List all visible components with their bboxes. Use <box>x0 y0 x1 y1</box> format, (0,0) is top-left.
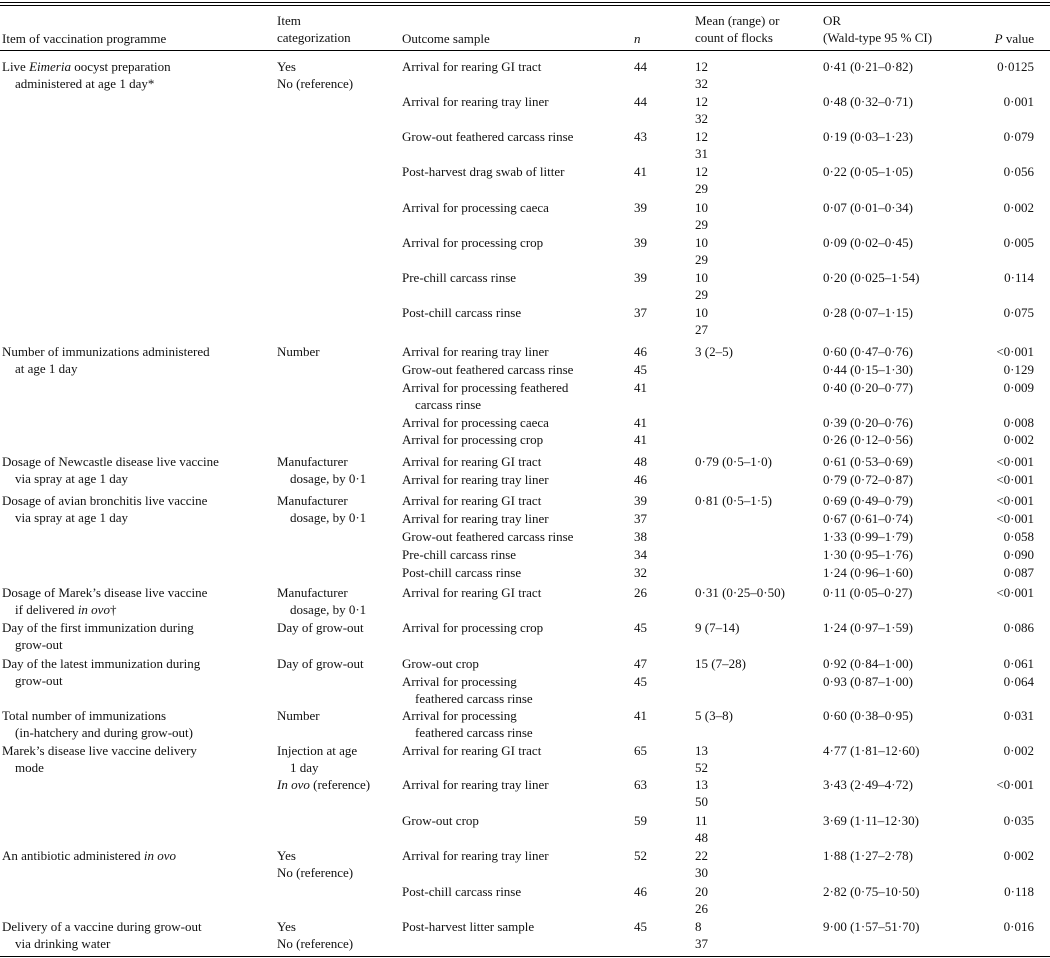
mean-cell: 10 27 <box>695 305 708 337</box>
or-cell: 4·77 (1·81–12·60) <box>823 743 920 758</box>
table-top-rule <box>0 2 1050 3</box>
p-value-cell: 0·009 <box>1003 380 1034 395</box>
header-mean: Mean (range) or count of flocks <box>695 13 780 45</box>
outcome-cell: Post-chill carcass rinse <box>402 305 522 320</box>
group-categorization: Yes No (reference) <box>277 848 354 880</box>
n-cell: 41 <box>634 708 647 723</box>
n-cell: 34 <box>634 547 647 562</box>
mean-cell: 0·81 (0·5–1·5) <box>695 493 772 508</box>
mean-cell: 0·79 (0·5–1·0) <box>695 454 772 469</box>
outcome-cell: Arrival for rearing GI tract <box>402 493 542 508</box>
header-item: Item of vaccination programme <box>2 31 167 46</box>
outcome-cell: Arrival for processing crop <box>402 235 544 250</box>
or-cell: 0·69 (0·49–0·79) <box>823 493 913 508</box>
group-item-label: Dosage of Marek’s disease live vaccine if delivered in ovo† <box>2 585 208 617</box>
or-cell: 0·93 (0·87–1·00) <box>823 674 913 689</box>
group-categorization: In ovo (reference) <box>277 777 371 792</box>
table-bottom-rule <box>0 956 1050 957</box>
n-cell: 37 <box>634 511 647 526</box>
outcome-cell: Pre-chill carcass rinse <box>402 270 517 285</box>
group-categorization: Number <box>277 708 320 723</box>
group-item-label: An antibiotic administered in ovo <box>2 848 177 863</box>
mean-cell: 12 31 <box>695 129 708 161</box>
outcome-cell: Arrival for rearing GI tract <box>402 585 542 600</box>
p-value-cell: <0·001 <box>996 344 1034 359</box>
p-value-cell: 0·114 <box>1004 270 1034 285</box>
group-item-label: Dosage of Newcastle disease live vaccine via spray at age 1 day <box>2 454 219 486</box>
p-value-cell: <0·001 <box>996 472 1034 487</box>
outcome-cell: Arrival for rearing GI tract <box>402 454 542 469</box>
n-cell: 41 <box>634 432 647 447</box>
outcome-cell: Grow-out feathered carcass rinse <box>402 529 574 544</box>
p-value-cell: 0·002 <box>1003 848 1034 863</box>
mean-cell: 8 37 <box>695 919 708 951</box>
mean-cell: 12 29 <box>695 164 708 196</box>
outcome-cell: Arrival for processing feathered carcass rinse <box>402 380 569 412</box>
n-cell: 65 <box>634 743 647 758</box>
group-item-label: Delivery of a vaccine during grow-out via drinking water <box>2 919 202 951</box>
outcome-cell: Arrival for rearing tray liner <box>402 344 549 359</box>
n-cell: 45 <box>634 919 647 934</box>
group-categorization: Number <box>277 344 320 359</box>
n-cell: 39 <box>634 270 647 285</box>
outcome-cell: Arrival for rearing tray liner <box>402 848 549 863</box>
n-cell: 44 <box>634 59 647 74</box>
n-cell: 32 <box>634 565 647 580</box>
group-categorization: Manufacturer dosage, by 0·1 <box>277 585 367 617</box>
or-cell: 0·11 (0·05–0·27) <box>823 585 913 600</box>
n-cell: 45 <box>634 362 647 377</box>
n-cell: 46 <box>634 884 647 899</box>
group-categorization: Day of grow-out <box>277 620 364 635</box>
n-cell: 52 <box>634 848 647 863</box>
header-p-value: P value <box>994 31 1034 46</box>
header-rule <box>0 50 1050 51</box>
group-item-label: Day of the latest immunization during grow-out <box>2 656 201 688</box>
p-value-cell: 0·058 <box>1003 529 1034 544</box>
mean-cell: 3 (2–5) <box>695 344 733 359</box>
outcome-cell: Arrival for rearing GI tract <box>402 743 542 758</box>
p-value-cell: 0·002 <box>1003 743 1034 758</box>
n-cell: 59 <box>634 813 647 828</box>
or-cell: 1·24 (0·96–1·60) <box>823 565 913 580</box>
or-cell: 0·60 (0·47–0·76) <box>823 344 913 359</box>
outcome-cell: Post-harvest litter sample <box>402 919 535 934</box>
p-value-cell: <0·001 <box>996 454 1034 469</box>
p-value-cell: 0·005 <box>1003 235 1034 250</box>
outcome-cell: Arrival for processing caeca <box>402 200 549 215</box>
outcome-cell: Grow-out feathered carcass rinse <box>402 362 574 377</box>
p-value-cell: 0·035 <box>1003 813 1034 828</box>
n-cell: 44 <box>634 94 647 109</box>
header-or: OR (Wald-type 95 % CI) <box>823 13 933 45</box>
outcome-cell: Arrival for rearing tray liner <box>402 472 549 487</box>
mean-cell: 20 26 <box>695 884 708 916</box>
mean-cell: 10 29 <box>695 200 708 232</box>
p-value-cell: 0·118 <box>1004 884 1034 899</box>
outcome-cell: Grow-out crop <box>402 656 479 671</box>
n-cell: 39 <box>634 493 647 508</box>
or-cell: 2·82 (0·75–10·50) <box>823 884 920 899</box>
or-cell: 3·43 (2·49–4·72) <box>823 777 913 792</box>
mean-cell: 22 30 <box>695 848 708 880</box>
header-n: n <box>634 31 641 46</box>
n-cell: 46 <box>634 344 647 359</box>
n-cell: 37 <box>634 305 647 320</box>
n-cell: 43 <box>634 129 647 144</box>
p-value-cell: 0·0125 <box>997 59 1034 74</box>
p-value-cell: 0·090 <box>1003 547 1034 562</box>
outcome-cell: Pre-chill carcass rinse <box>402 547 517 562</box>
group-item-label: Live Eimeria oocyst preparation administered at age 1 day* <box>2 59 171 91</box>
group-categorization: Manufacturer dosage, by 0·1 <box>277 454 367 486</box>
or-cell: 0·41 (0·21–0·82) <box>823 59 913 74</box>
n-cell: 63 <box>634 777 647 792</box>
p-value-cell: 0·002 <box>1003 200 1034 215</box>
or-cell: 0·79 (0·72–0·87) <box>823 472 913 487</box>
mean-cell: 13 52 <box>695 743 708 775</box>
n-cell: 26 <box>634 585 647 600</box>
mean-cell: 11 48 <box>695 813 708 845</box>
group-categorization: Day of grow-out <box>277 656 364 671</box>
mean-cell: 0·31 (0·25–0·50) <box>695 585 785 600</box>
p-value-cell: 0·064 <box>1003 674 1034 689</box>
mean-cell: 10 29 <box>695 235 708 267</box>
p-value-cell: 0·061 <box>1003 656 1034 671</box>
or-cell: 9·00 (1·57–51·70) <box>823 919 920 934</box>
or-cell: 0·40 (0·20–0·77) <box>823 380 913 395</box>
group-item-label: Total number of immunizations (in-hatchery and during grow-out) <box>2 708 193 740</box>
outcome-cell: Arrival for rearing GI tract <box>402 59 542 74</box>
outcome-cell: Arrival for rearing tray liner <box>402 94 549 109</box>
outcome-cell: Post-chill carcass rinse <box>402 565 522 580</box>
mean-cell: 9 (7–14) <box>695 620 740 635</box>
or-cell: 0·19 (0·03–1·23) <box>823 129 913 144</box>
outcome-cell: Arrival for processing caeca <box>402 415 549 430</box>
p-value-cell: 0·008 <box>1003 415 1034 430</box>
p-value-cell: 0·079 <box>1003 129 1034 144</box>
mean-cell: 15 (7–28) <box>695 656 746 671</box>
mean-cell: 12 32 <box>695 59 708 91</box>
outcome-cell: Grow-out crop <box>402 813 479 828</box>
n-cell: 39 <box>634 235 647 250</box>
outcome-cell: Arrival for processing crop <box>402 432 544 447</box>
group-categorization: Manufacturer dosage, by 0·1 <box>277 493 367 525</box>
outcome-cell: Arrival for processing feathered carcass rinse <box>402 674 533 706</box>
mean-cell: 12 32 <box>695 94 708 126</box>
group-categorization: Yes No (reference) <box>277 59 354 91</box>
n-cell: 45 <box>634 674 647 689</box>
p-value-cell: 0·056 <box>1003 164 1034 179</box>
or-cell: 0·22 (0·05–1·05) <box>823 164 913 179</box>
outcome-cell: Arrival for rearing tray liner <box>402 777 549 792</box>
p-value-cell: 0·031 <box>1003 708 1034 723</box>
group-item-label: Marek’s disease live vaccine delivery mode <box>2 743 197 775</box>
outcome-cell: Post-chill carcass rinse <box>402 884 522 899</box>
or-cell: 3·69 (1·11–12·30) <box>823 813 919 828</box>
p-value-cell: <0·001 <box>996 511 1034 526</box>
p-value-cell: 0·075 <box>1003 305 1034 320</box>
header-categorization: Item categorization <box>277 13 351 45</box>
group-item-label: Dosage of avian bronchitis live vaccine via spray at age 1 day <box>2 493 208 525</box>
mean-cell: 10 29 <box>695 270 708 302</box>
p-value-cell: 0·086 <box>1003 620 1034 635</box>
group-categorization: Injection at age 1 day <box>277 743 358 775</box>
or-cell: 0·48 (0·32–0·71) <box>823 94 913 109</box>
n-cell: 46 <box>634 472 647 487</box>
or-cell: 0·67 (0·61–0·74) <box>823 511 913 526</box>
n-cell: 39 <box>634 200 647 215</box>
or-cell: 0·20 (0·025–1·54) <box>823 270 920 285</box>
n-cell: 45 <box>634 620 647 635</box>
outcome-cell: Arrival for processing feathered carcass rinse <box>402 708 533 740</box>
n-cell: 47 <box>634 656 647 671</box>
n-cell: 38 <box>634 529 647 544</box>
outcome-cell: Post-harvest drag swab of litter <box>402 164 565 179</box>
or-cell: 1·88 (1·27–2·78) <box>823 848 913 863</box>
p-value-cell: 0·002 <box>1003 432 1034 447</box>
header-outcome: Outcome sample <box>402 31 490 46</box>
outcome-cell: Grow-out feathered carcass rinse <box>402 129 574 144</box>
or-cell: 0·07 (0·01–0·34) <box>823 200 913 215</box>
mean-cell: 13 50 <box>695 777 708 809</box>
p-value-cell: 0·001 <box>1003 94 1034 109</box>
p-value-cell: <0·001 <box>996 493 1034 508</box>
or-cell: 0·28 (0·07–1·15) <box>823 305 913 320</box>
outcome-cell: Arrival for rearing tray liner <box>402 511 549 526</box>
or-cell: 0·09 (0·02–0·45) <box>823 235 913 250</box>
group-categorization: Yes No (reference) <box>277 919 354 951</box>
or-cell: 0·92 (0·84–1·00) <box>823 656 913 671</box>
n-cell: 41 <box>634 380 647 395</box>
outcome-cell: Arrival for processing crop <box>402 620 544 635</box>
mean-cell: 5 (3–8) <box>695 708 733 723</box>
n-cell: 41 <box>634 164 647 179</box>
or-cell: 0·26 (0·12–0·56) <box>823 432 913 447</box>
or-cell: 0·44 (0·15–1·30) <box>823 362 913 377</box>
group-item-label: Day of the first immunization during grow-out <box>2 620 194 652</box>
n-cell: 41 <box>634 415 647 430</box>
or-cell: 0·39 (0·20–0·76) <box>823 415 913 430</box>
p-value-cell: <0·001 <box>996 585 1034 600</box>
or-cell: 1·24 (0·97–1·59) <box>823 620 913 635</box>
p-value-cell: <0·001 <box>996 777 1034 792</box>
or-cell: 0·60 (0·38–0·95) <box>823 708 913 723</box>
or-cell: 1·33 (0·99–1·79) <box>823 529 913 544</box>
or-cell: 0·61 (0·53–0·69) <box>823 454 913 469</box>
or-cell: 1·30 (0·95–1·76) <box>823 547 913 562</box>
p-value-cell: 0·016 <box>1003 919 1034 934</box>
p-value-cell: 0·129 <box>1003 362 1034 377</box>
n-cell: 48 <box>634 454 647 469</box>
p-value-cell: 0·087 <box>1003 565 1034 580</box>
table-top-rule-2 <box>0 5 1050 6</box>
group-item-label: Number of immunizations administered at age 1 day <box>2 344 210 376</box>
